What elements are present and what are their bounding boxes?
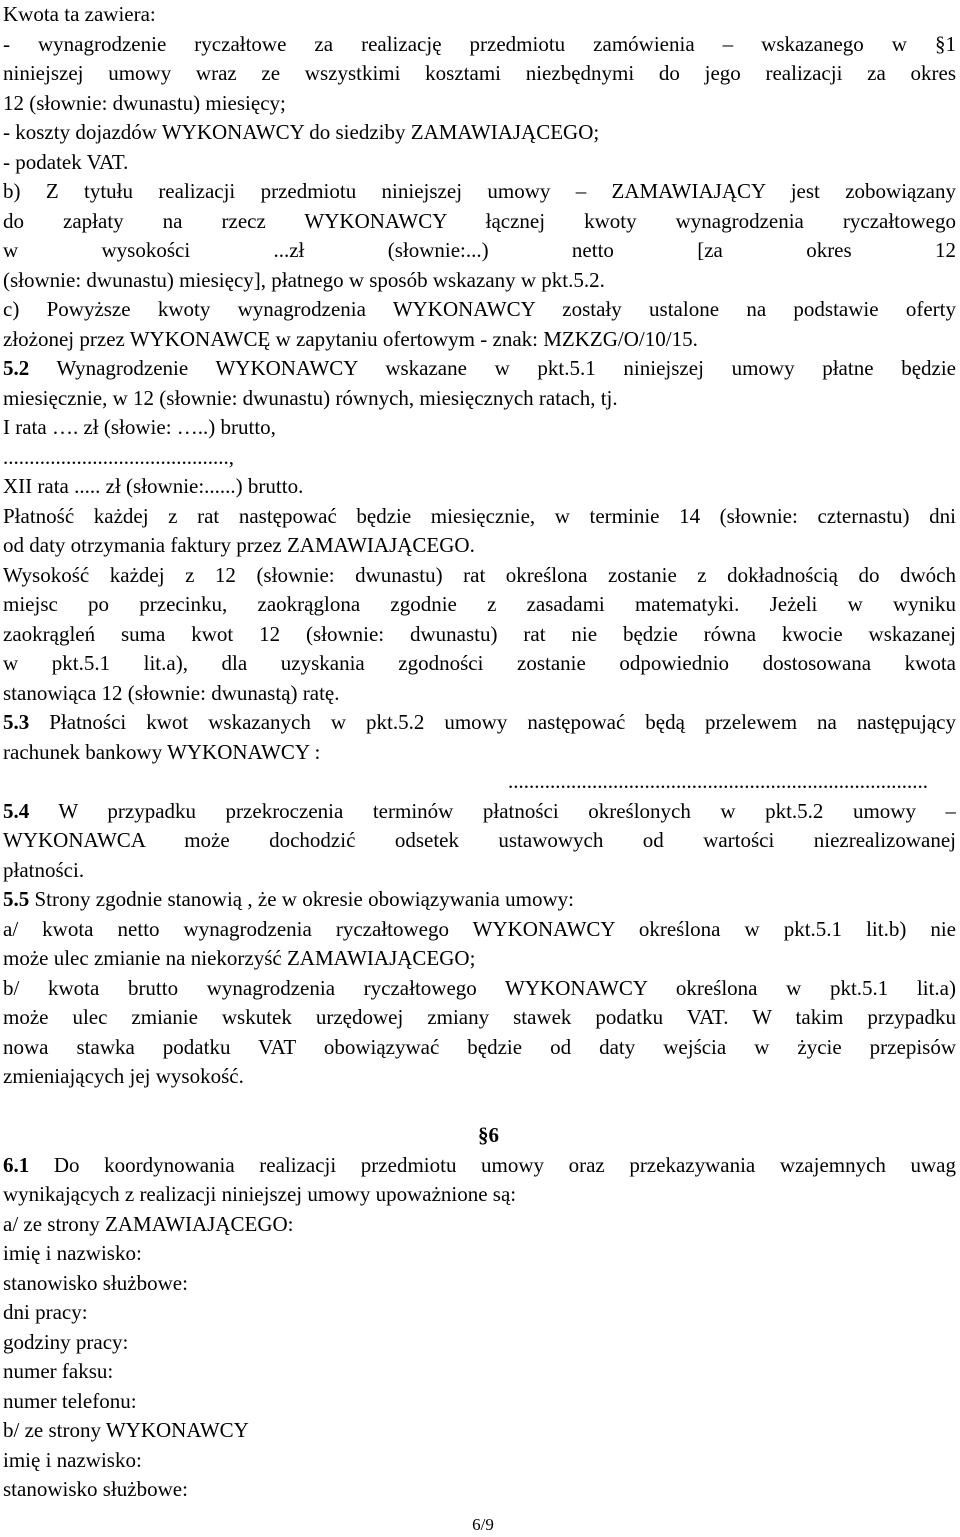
text-line: stanowiąca 12 (słownie: dwunastą) ratę.	[3, 680, 340, 705]
text-line: stanowisko służbowe:	[3, 1477, 188, 1501]
text-line: do zapłaty na rzecz WYKONAWCY łącznej kwoty wynagrodzenia ryczałtowego	[3, 208, 956, 233]
text-line: imię i nazwisko:	[3, 1241, 142, 1265]
text-line: - podatek VAT.	[3, 149, 129, 174]
text-line: płatności.	[3, 857, 85, 882]
text-line: c) Powyższe kwoty wynagrodzenia WYKONAWCY zostały ustalone na podstawie oferty	[3, 297, 956, 321]
section-5-2-line: 5.2 Wynagrodzenie WYKONAWCY wskazane w pkt.5.1 niniejszej umowy płatne będzie	[3, 356, 956, 380]
text-line: może ulec zmianie na niekorzyść ZAMAWIAJĄCEGO;	[3, 946, 476, 970]
text-line: b/ kwota brutto wynagrodzenia ryczałtowego WYKONAWCY określona w pkt.5.1 lit.a)	[3, 975, 956, 1000]
text-line: 12 (słownie: dwunastu) miesięcy;	[3, 90, 286, 115]
text-line: Płatność każdej z rat następować będzie miesięcznie, w terminie 14 (słownie: czternastu) dni	[3, 503, 956, 528]
text-line: b/ ze strony WYKONAWCY	[3, 1418, 249, 1442]
text-line: imię i nazwisko:	[3, 1447, 142, 1472]
text-line: wynikających z realizacji niniejszej umowy upoważnione są:	[3, 1182, 517, 1206]
page-number: 6/9	[472, 1515, 494, 1534]
text-line: rachunek bankowy WYKONAWCY :	[3, 739, 321, 764]
text-line: miejsc po przecinku, zaokrąglona zgodnie z zasadami matematyki. Jeżeli w wyniku	[3, 592, 956, 616]
section-5-5-line: 5.5 Strony zgodnie stanowią , że w okresie obowiązywania umowy:	[3, 887, 574, 911]
text-line: stanowisko służbowe:	[3, 1270, 188, 1295]
section-heading: §6	[478, 1123, 499, 1147]
text-line: - wynagrodzenie ryczałtowe za realizację przedmiotu zamówienia – wskazanego w §1	[3, 31, 956, 56]
text-line: w wysokości ...zł (słownie:...) netto [za okres 12	[3, 238, 956, 262]
text-line: a/ ze strony ZAMAWIAJĄCEGO:	[3, 1211, 294, 1236]
text-line: WYKONAWCA może dochodzić odsetek ustawowych od wartości niezrealizowanej	[3, 828, 956, 852]
text-line: dni pracy:	[3, 1300, 88, 1324]
text-line: złożonej przez WYKONAWCĘ w zapytaniu ofertowym - znak: MZKZG/O/10/15.	[3, 326, 698, 351]
text-line: niniejszej umowy wraz ze wszystkimi kosztami niezbędnymi do jego realizacji za okres	[3, 61, 956, 85]
text-line: miesięcznie, w 12 (słownie: dwunastu) równych, miesięcznych ratach, tj.	[3, 385, 618, 410]
text-line: nowa stawka podatku VAT obowiązywać będzie od daty wejścia w życie przepisów	[3, 1034, 956, 1059]
text-line: zaokrągleń suma kwot 12 (słownie: dwunastu) rat nie będzie równa kwocie wskazanej	[3, 621, 956, 646]
text-line: b) Z tytułu realizacji przedmiotu niniejszej umowy – ZAMAWIAJĄCY jest zobowiązany	[3, 179, 956, 203]
section-5-3-line: 5.3 Płatności kwot wskazanych w pkt.5.2 umowy następować będą przelewem na następujący	[3, 710, 956, 734]
text-line: od daty otrzymania faktury przez ZAMAWIAJĄCEGO.	[3, 533, 475, 557]
section-6-1-line: 6.1 Do koordynowania realizacji przedmiotu umowy oraz przekazywania wzajemnych uwag	[3, 1152, 956, 1177]
text-line: w pkt.5.1 lit.a), dla uzyskania zgodności zostanie odpowiednio dostosowana kwota	[3, 651, 956, 675]
text-line: numer telefonu:	[3, 1388, 137, 1413]
bank-account-placeholder: ................................................................................	[508, 769, 928, 793]
text-line: a/ kwota netto wynagrodzenia ryczałtowego WYKONAWCY określona w pkt.5.1 lit.b) nie	[3, 916, 956, 941]
text-line: może ulec zmianie wskutek urzędowej zmiany stawek podatku VAT. W takim przypadku	[3, 1005, 956, 1029]
section-5-4-line: 5.4 W przypadku przekroczenia terminów płatności określonych w pkt.5.2 umowy –	[3, 798, 956, 823]
text-line: XII rata ..... zł (słownie:......) brutto.	[3, 474, 304, 498]
text-line: Kwota ta zawiera:	[3, 2, 156, 26]
text-line: ...........................................,	[3, 444, 234, 469]
text-line: godziny pracy:	[3, 1329, 129, 1354]
text-line: zmieniających jej wysokość.	[3, 1064, 244, 1088]
text-line: - koszty dojazdów WYKONAWCY do siedziby ZAMAWIAJĄCEGO;	[3, 120, 600, 144]
text-line: Wysokość każdej z 12 (słownie: dwunastu) rat określona zostanie z dokładnością do dwóch	[3, 562, 956, 587]
text-line: (słownie: dwunastu) miesięcy], płatnego w sposób wskazany w pkt.5.2.	[3, 267, 605, 292]
text-line: I rata …. zł (słowie: …..) brutto,	[3, 415, 276, 439]
document-page	[3, 0, 956, 1505]
text-line: numer faksu:	[3, 1359, 114, 1383]
blank-line	[3, 1092, 956, 1122]
